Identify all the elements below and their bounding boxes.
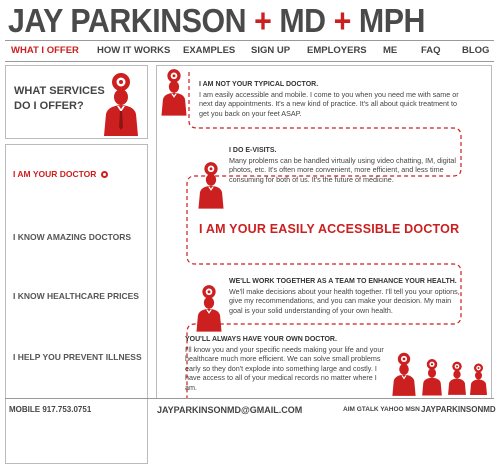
nav-sign-up[interactable]: SIGN UP xyxy=(251,45,291,56)
doctor-figure-icon xyxy=(447,360,467,396)
headline: I AM YOUR EASILY ACCESSIBLE DOCTOR xyxy=(199,222,460,236)
doctor-figure-icon xyxy=(391,352,417,396)
title-plus: + xyxy=(254,2,272,39)
nav-me[interactable]: ME xyxy=(383,45,398,56)
nav-employers[interactable]: EMPLOYERS xyxy=(307,45,367,56)
bubble-not-typical xyxy=(199,80,461,118)
title-md: MD xyxy=(279,2,326,39)
bubble-text: I'll know you and your specific needs making your life and your healthcare much more efficient. We can solve small problems early so they don't explode into something large and costly. I have access to all of your medical records no matter where I am. xyxy=(185,344,384,392)
footer-im-label: AIM GTALK YAHOO MSN xyxy=(343,406,420,413)
bubble-text: I am easily accessible and mobile. I come to you when you need me with same or next day appointments. It's a new kind of practice. It's all about quick treatment to get you back on your feet ASAP. xyxy=(199,89,459,118)
bubble-own-doctor xyxy=(185,335,385,393)
active-dot-icon xyxy=(101,171,108,178)
footer xyxy=(5,398,494,421)
doctor-figure-icon xyxy=(469,362,488,396)
bubble-team xyxy=(229,277,465,315)
doctor-figure-icon xyxy=(421,358,443,396)
doctor-figure-icon xyxy=(160,68,188,116)
services-question xyxy=(14,84,105,114)
sidebar-item-amazing-doctors[interactable]: I KNOW AMAZING DOCTORS xyxy=(13,232,132,242)
bubble-title: WE'LL WORK TOGETHER AS A TEAM TO ENHANCE YOUR HEALTH. xyxy=(229,278,457,285)
nav-faq[interactable]: FAQ xyxy=(421,45,441,56)
nav-blog[interactable]: BLOG xyxy=(462,45,490,56)
header xyxy=(0,0,500,40)
sidebar-item-prevent-illness[interactable]: I HELP YOU PREVENT ILLNESS xyxy=(13,352,142,362)
doctor-figure-icon xyxy=(197,161,225,209)
site-title[interactable] xyxy=(8,2,425,40)
question-line1: WHAT SERVICES xyxy=(14,85,105,97)
question-line2: DO I OFFER? xyxy=(14,100,84,112)
main-content xyxy=(156,65,492,399)
sidebar-item-healthcare-prices[interactable]: I KNOW HEALTHCARE PRICES xyxy=(13,291,139,301)
footer-email[interactable]: JAYPARKINSONMD@GMAIL.COM xyxy=(157,405,303,415)
bubble-e-visits xyxy=(229,146,467,184)
nav-what-i-offer[interactable]: WHAT I OFFER xyxy=(11,45,79,56)
footer-mobile: MOBILE 917.753.0751 xyxy=(9,405,92,414)
bubble-text: Many problems can be handled virtually using video chatting, IM, digital photos, etc. It's often more convenient, more efficient, and less time consuming for both of us. It's the future of medicine. xyxy=(229,155,456,184)
bubble-title: I DO E-VISITS. xyxy=(229,147,277,154)
nav-how-it-works[interactable]: HOW IT WORKS xyxy=(97,45,171,56)
sidebar-item-your-doctor[interactable] xyxy=(13,169,108,179)
doctor-figure-icon xyxy=(102,72,140,136)
nav-examples[interactable]: EXAMPLES xyxy=(183,45,236,56)
sidebar-item-label: I AM YOUR DOCTOR xyxy=(13,169,97,179)
footer-im-handle: JAYPARKINSONMD xyxy=(421,405,496,414)
services-question-box xyxy=(5,65,148,139)
sidebar xyxy=(5,65,148,395)
bubble-title: I AM NOT YOUR TYPICAL DOCTOR. xyxy=(199,81,319,88)
title-mph: MPH xyxy=(358,2,425,39)
main-nav xyxy=(5,40,494,62)
title-plus: + xyxy=(333,2,351,39)
bubble-title: YOU'LL ALWAYS HAVE YOUR OWN DOCTOR. xyxy=(185,336,337,343)
doctor-figure-icon xyxy=(195,284,223,332)
title-name: JAY PARKINSON xyxy=(8,2,247,39)
bubble-text: We'll make decisions about your health together. I'll tell you your options, give my recommendations, and you can make your decision. My main goal is your solid understanding of your own health. xyxy=(229,286,460,315)
